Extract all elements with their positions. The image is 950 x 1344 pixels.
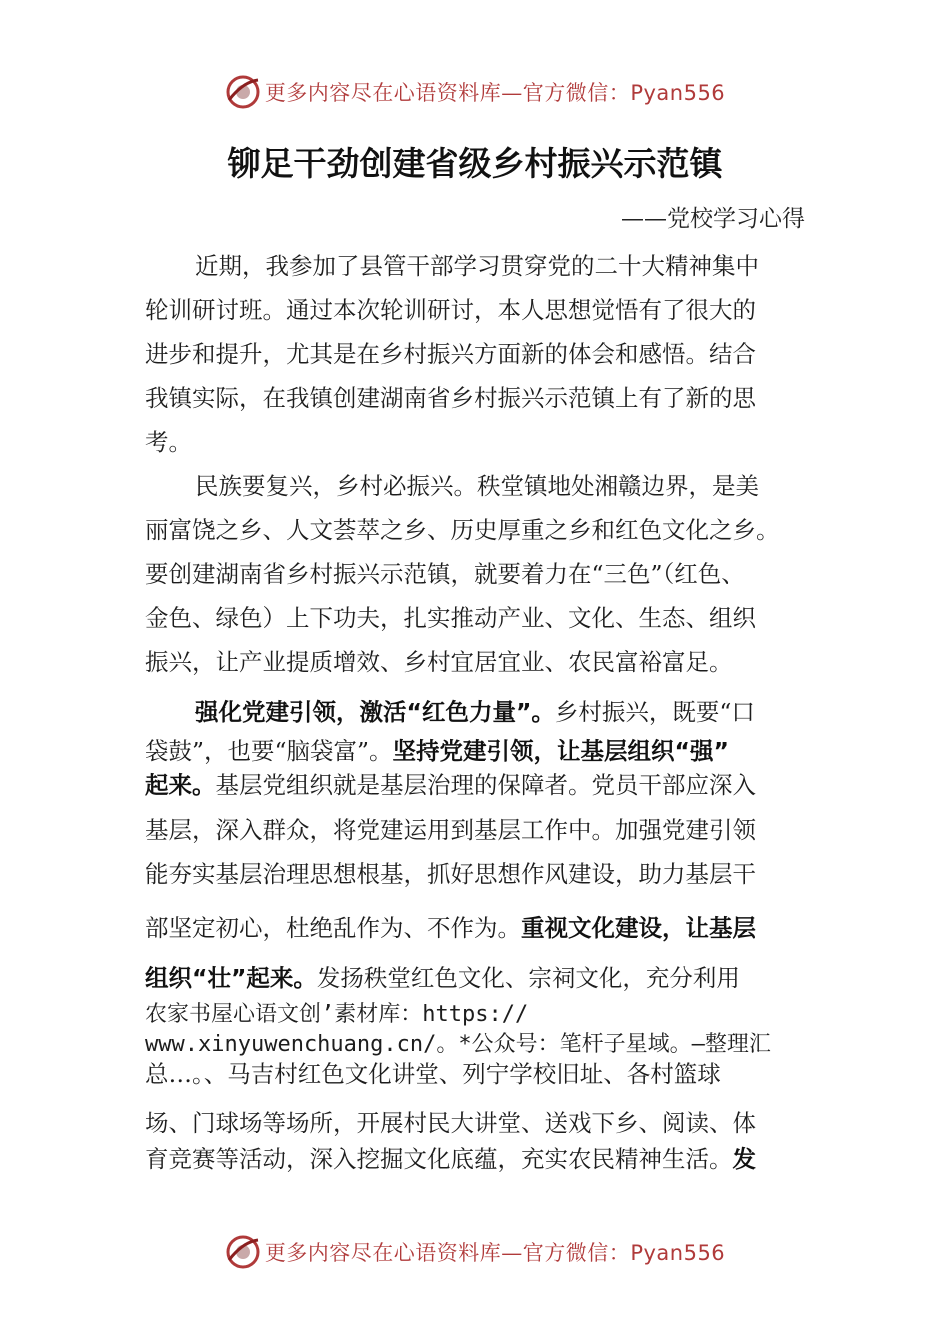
paragraph-line: 丽富饶之乡、人文荟萃之乡、历史厚重之乡和红色文化之乡。	[145, 516, 780, 544]
paragraph-line: 进步和提升，尤其是在乡村振兴方面新的体会和感悟。结合	[145, 340, 756, 368]
paragraph-line: 振兴，让产业提质增效、乡村宜居宜业、农民富裕富足。	[145, 648, 733, 676]
paragraph-line: 民族要复兴，乡村必振兴。秩堂镇地处湘赣边界，是美	[195, 472, 759, 500]
paragraph-line: www.xinyuwenchuang.cn/。*公众号：笔杆子星域。—整理汇	[145, 1032, 771, 1057]
paragraph-line: 总…。、马吉村红色文化讲堂、列宁学校旧址、各村篮球	[145, 1060, 721, 1088]
paragraph-line: 育竞赛等活动，深入挖掘文化底蕴，充实农民精神生活。发	[145, 1145, 756, 1173]
paragraph-line: 金色、绿色）上下功夫，扎实推动产业、文化、生态、组织	[145, 604, 756, 632]
paragraph-line: 要创建湖南省乡村振兴示范镇，就要着力在“三色”（红色、	[145, 560, 745, 588]
paragraph-line: 农家书屋心语文创’素材库：https://	[145, 1002, 529, 1027]
banner-text: 更多内容尽在心语资料库—官方微信：Pyan556	[264, 1241, 726, 1265]
paragraph-line: 基层，深入群众，将党建运用到基层工作中。加强党建引领	[145, 816, 756, 844]
section-heading: 发	[732, 1145, 756, 1173]
document-body	[145, 244, 817, 1180]
wechat-id: Pyan556	[630, 81, 726, 105]
header-banner	[0, 70, 950, 114]
banner-text: 更多内容尽在心语资料库—官方微信：Pyan556	[264, 81, 726, 105]
paragraph-line: 轮训研讨班。通过本次轮训研讨，本人思想觉悟有了很大的	[145, 296, 756, 324]
logo-icon	[225, 1234, 261, 1270]
paragraph-line: 组织“壮”起来。发扬秩堂红色文化、宗祠文化，充分利用	[145, 964, 740, 992]
footer-banner	[0, 1230, 950, 1274]
section-heading: 组织“壮”起来。	[145, 964, 317, 992]
document-title: 铆足干劲创建省级乡村振兴示范镇	[227, 144, 723, 183]
paragraph-line: 考。	[145, 428, 192, 456]
logo-icon	[225, 74, 261, 110]
paragraph-line: 起来。基层党组织就是基层治理的保障者。党员干部应深入	[145, 771, 756, 799]
paragraph-line: 强化党建引领，激活“红色力量”。乡村振兴，既要“口	[195, 698, 755, 726]
paragraph-line: 场、门球场等场所，开展村民大讲堂、送戏下乡、阅读、体	[145, 1109, 756, 1137]
paragraph-line: 能夯实基层治理思想根基，抓好思想作风建设，助力基层干	[145, 860, 756, 888]
wechat-id: Pyan556	[630, 1241, 726, 1265]
paragraph-line: 近期，我参加了县管干部学习贯穿党的二十大精神集中	[195, 252, 759, 280]
section-heading: 坚持党建引领，让基层组织“强”	[392, 737, 729, 765]
section-heading: 起来。	[145, 771, 216, 799]
document-subtitle: ——党校学习心得	[621, 206, 805, 232]
paragraph-line: 袋鼓”，也要“脑袋富”。坚持党建引领，让基层组织“强”	[145, 737, 729, 765]
section-heading: 强化党建引领，激活“红色力量”。	[195, 698, 555, 726]
section-heading: 重视文化建设，让基层	[521, 914, 756, 942]
paragraph-line: 部坚定初心，杜绝乱作为、不作为。重视文化建设，让基层	[145, 914, 756, 942]
paragraph-line: 我镇实际，在我镇创建湖南省乡村振兴示范镇上有了新的思	[145, 384, 756, 412]
